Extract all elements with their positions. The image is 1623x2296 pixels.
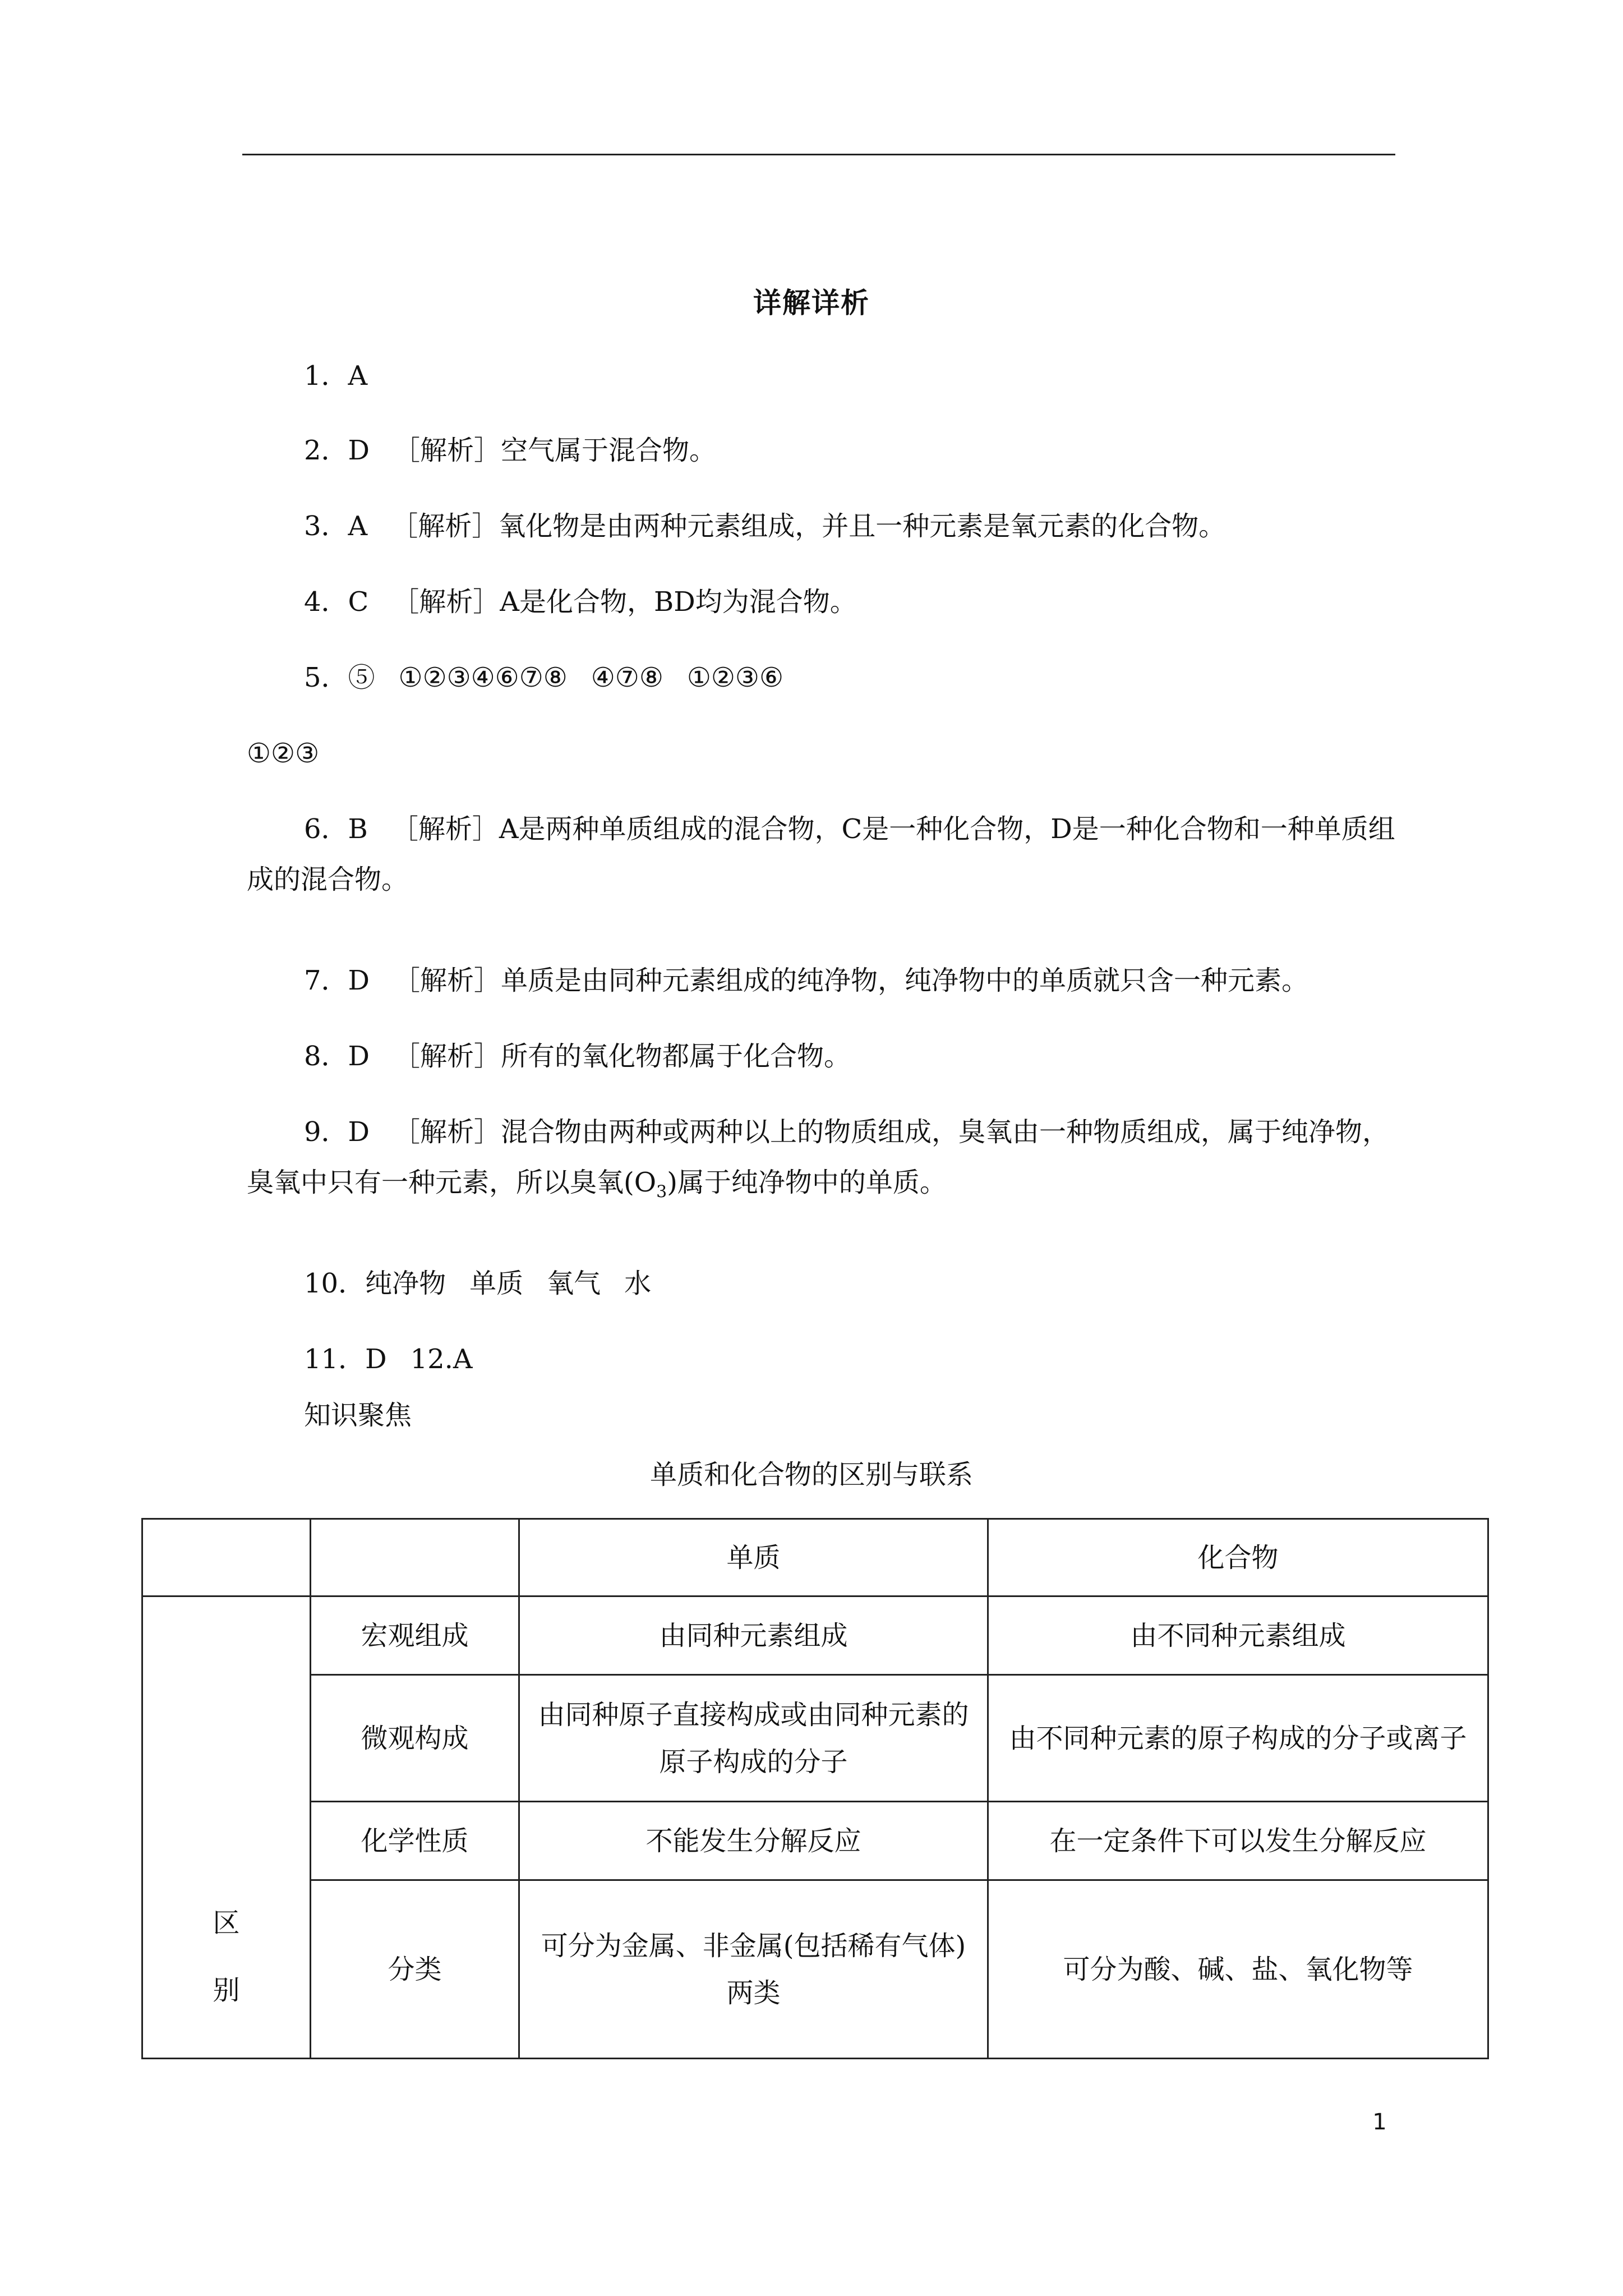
answer-number: 6．B (304, 813, 368, 845)
answer-number: 2．D (304, 435, 370, 466)
answer-number: 1．A (304, 360, 368, 392)
answer-8 (304, 1031, 851, 1082)
answer-part: ④⑦⑧ (591, 662, 663, 693)
table-title: 单质和化合物的区别与联系 (649, 1459, 973, 1490)
answer-3 (304, 501, 1225, 551)
answer-note: ［解析］所有的氧化物都属于化合物。 (393, 1041, 851, 1072)
answer-number: 9．D (304, 1116, 370, 1148)
table-cell: 由不同种元素组成 (988, 1596, 1488, 1675)
answer-note: ［解析］A是两种单质组成的混合物，C是一种化合物，D是一种化合物和一种单质组成的混合物。 (247, 813, 1395, 895)
table-cell: 可分为酸、碱、盐、氧化物等 (988, 1880, 1488, 2059)
answer-number: 3．A (304, 510, 368, 542)
answer-note: ［解析］混合物由两种或两种以上的物质组成，臭氧由一种物质组成，属于纯净物，臭氧中只有一种元素，所以臭氧(O (247, 1116, 1390, 1198)
answer-5 (304, 652, 783, 703)
answer-4 (304, 577, 857, 627)
table-cell: 可分为金属、非金属(包括稀有气体)两类 (519, 1880, 988, 2059)
table-cell: 不能发生分解反应 (519, 1802, 988, 1880)
answer-5-continued (247, 728, 319, 779)
empty-cell (311, 1519, 519, 1596)
row-label: 微观构成 (311, 1675, 519, 1802)
answer-9 (247, 1107, 1396, 1218)
answer-number: 8．D (304, 1041, 370, 1072)
page-title: 详解详析 (753, 286, 870, 319)
row-group-label (142, 1596, 311, 2059)
row-label: 宏观组成 (311, 1596, 519, 1675)
table-row (142, 1880, 1488, 2059)
row-label: 化学性质 (311, 1802, 519, 1880)
column-header: 化合物 (988, 1519, 1488, 1596)
answer-2 (304, 425, 716, 476)
answer-note: ［解析］单质是由同种元素组成的纯净物，纯净物中的单质就只含一种元素。 (393, 965, 1309, 996)
answer-10 (304, 1258, 651, 1309)
row-group-label-char: 别 (213, 1975, 240, 2006)
answer-11-12 (304, 1334, 473, 1384)
answer-part: ①②③④⑥⑦⑧ (398, 662, 568, 693)
table-row (142, 1675, 1488, 1802)
comparison-table (141, 1518, 1489, 2059)
table-cell: 由同种原子直接构成或由同种元素的原子构成的分子 (519, 1675, 988, 1802)
answer-part: ①②③⑥ (686, 662, 783, 693)
answer-note: )属于纯净物中的单质。 (667, 1167, 947, 1198)
answer-part: 单质 (469, 1268, 524, 1299)
table-row (142, 1802, 1488, 1880)
subscript: 3 (656, 1182, 667, 1202)
header-rule (242, 154, 1395, 155)
page-number: 1 (1372, 2109, 1387, 2135)
answer-note: ［解析］空气属于混合物。 (393, 435, 717, 466)
answer-number: 5．⑤ (304, 662, 375, 693)
table-row (142, 1596, 1488, 1675)
answer-7 (304, 955, 1308, 1006)
answer-note: ［解析］A是化合物，BD均为混合物。 (392, 586, 857, 618)
answer-number: 12.A (410, 1343, 473, 1375)
column-header: 单质 (519, 1519, 988, 1596)
answer-part: 氧气 (547, 1268, 601, 1299)
answer-1 (304, 351, 367, 401)
answer-number: 10．纯净物 (304, 1268, 446, 1299)
answer-note: ［解析］氧化物是由两种元素组成，并且一种元素是氧元素的化合物。 (391, 510, 1226, 542)
table-cell: 在一定条件下可以发生分解反应 (988, 1802, 1488, 1880)
empty-cell (142, 1519, 311, 1596)
answer-6 (247, 804, 1396, 905)
answer-number: 7．D (304, 965, 370, 996)
table-header-row (142, 1519, 1488, 1596)
table-cell: 由同种元素组成 (519, 1596, 988, 1675)
answer-number: 4．C (304, 586, 369, 618)
answer-number: 11．D (304, 1343, 387, 1375)
table-cell: 由不同种元素的原子构成的分子或离子 (988, 1675, 1488, 1802)
section-label: 知识聚焦 (304, 1400, 412, 1431)
answer-part: 水 (624, 1268, 652, 1299)
answer-part: ①②③ (247, 738, 320, 769)
row-group-label-char: 区 (213, 1907, 240, 1939)
row-label: 分类 (311, 1880, 519, 2059)
